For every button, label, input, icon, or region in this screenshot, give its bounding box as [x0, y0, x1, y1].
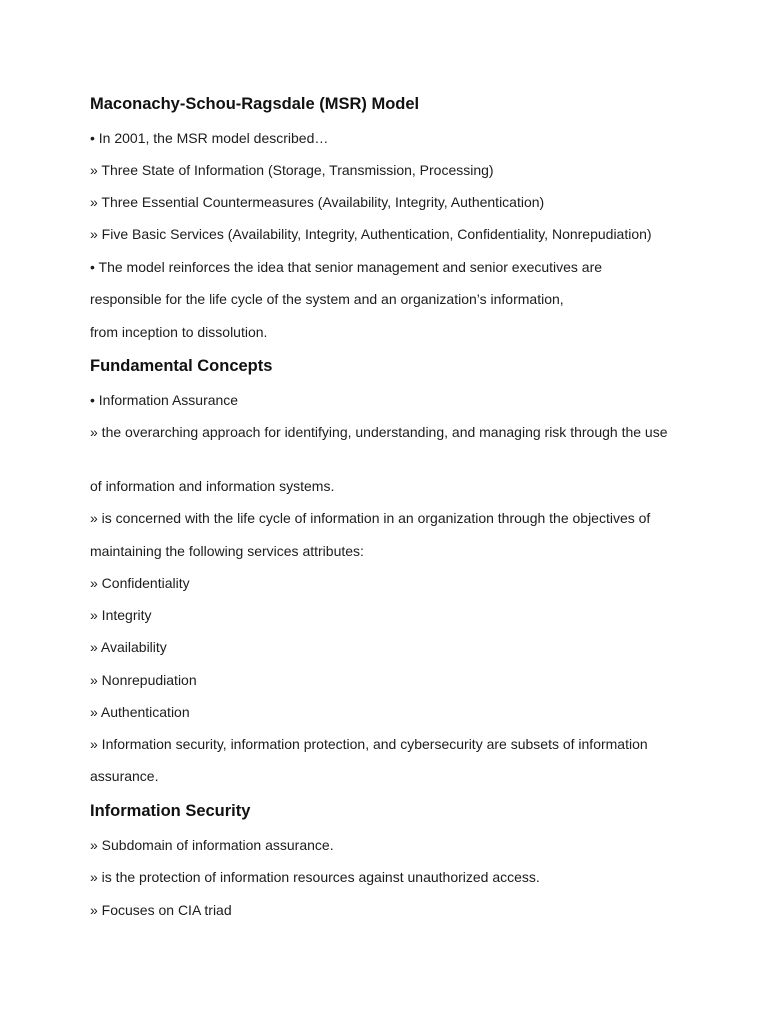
paragraph-line: » Three State of Information (Storage, Transmission, Processing) — [90, 162, 494, 178]
paragraph-line: maintaining the following services attributes: — [90, 543, 364, 559]
paragraph-line: » Focuses on CIA triad — [90, 902, 232, 918]
list-item-nonrepudiation: » Nonrepudiation — [90, 672, 197, 688]
paragraph-line: • In 2001, the MSR model described… — [90, 130, 329, 146]
paragraph-line: » is the protection of information resources against unauthorized access. — [90, 869, 540, 885]
list-item-confidentiality: » Confidentiality — [90, 575, 190, 591]
list-item-availability: » Availability — [90, 639, 167, 655]
paragraph-line: » Subdomain of information assurance. — [90, 837, 334, 853]
paragraph-line: from inception to dissolution. — [90, 324, 268, 340]
list-item-authentication: » Authentication — [90, 704, 190, 720]
paragraph-line: » Three Essential Countermeasures (Availability, Integrity, Authentication) — [90, 194, 545, 210]
paragraph-line: » Information security, information protection, and cybersecurity are subsets of information — [90, 736, 648, 752]
paragraph-line: » Five Basic Services (Availability, Integrity, Authentication, Confidentiality, Nonrepudiation) — [90, 226, 652, 242]
section-heading-fundamental-concepts: Fundamental Concepts — [90, 357, 273, 375]
list-item-integrity: » Integrity — [90, 607, 152, 623]
paragraph-line: of information and information systems. — [90, 478, 335, 494]
section-heading-msr-model: Maconachy-Schou-Ragsdale (MSR) Model — [90, 95, 420, 113]
section-heading-information-security: Information Security — [90, 802, 251, 820]
paragraph-line: responsible for the life cycle of the system and an organization’s information, — [90, 291, 564, 307]
paragraph-line: • The model reinforces the idea that senior management and senior executives are — [90, 259, 603, 275]
paragraph-line: » is concerned with the life cycle of information in an organization through the objectives of — [90, 510, 651, 526]
paragraph-line: » the overarching approach for identifying, understanding, and managing risk through the use — [90, 424, 668, 440]
paragraph-line: assurance. — [90, 768, 159, 784]
paragraph-line: • Information Assurance — [90, 392, 239, 408]
